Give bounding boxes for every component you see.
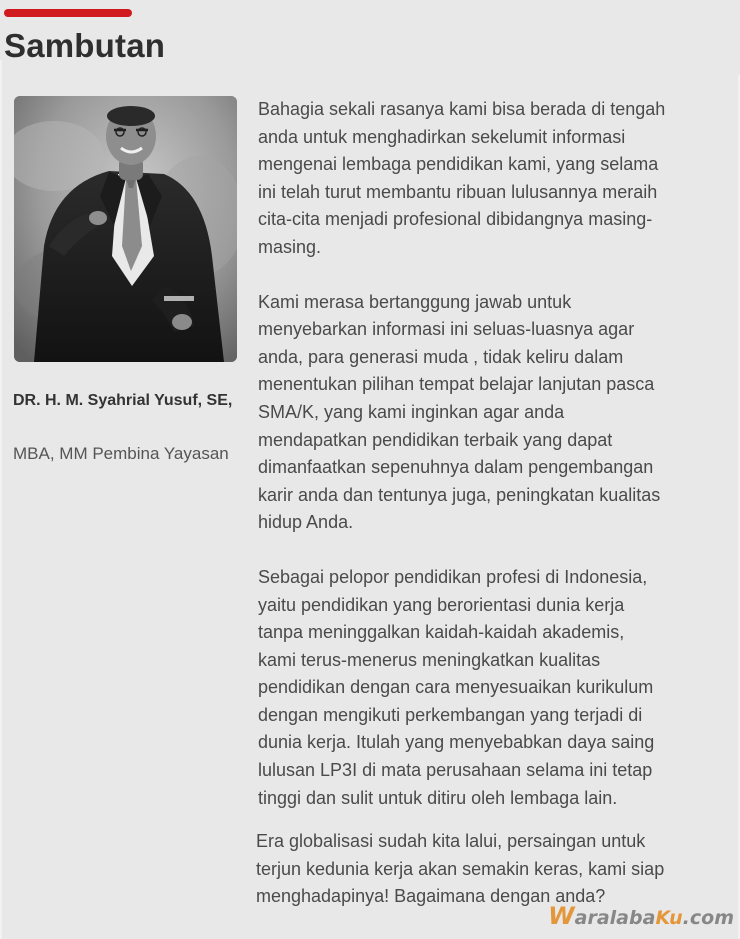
paragraph-line: pendidikan dengan cara menyesuaikan kurikulum	[258, 677, 654, 698]
watermark-initial: W	[548, 902, 575, 930]
message-paragraph-1	[258, 96, 740, 262]
paragraph-line: kami terus-menerus meningkatkan kualitas	[258, 649, 601, 670]
paragraph-line: dunia kerja. Itulah yang menyebabkan daya saing	[258, 732, 655, 753]
paragraph-line: karir anda dan tentunya juga, peningkatan kualitas	[258, 484, 661, 505]
paragraph-line: Bahagia sekali rasanya kami bisa berada di tengah	[258, 99, 666, 119]
page-title: Sambutan	[4, 27, 166, 64]
profile-photo	[14, 96, 237, 362]
paragraph-line: mengenai lembaga pendidikan kami, yang selama	[258, 154, 659, 175]
paragraph-line: yaitu pendidikan yang berorientasi dunia kerja	[258, 594, 625, 615]
paragraph-line: dengan mengikuti perkembangan yang terjadi di	[258, 704, 643, 725]
paragraph-line: hidup Anda.	[258, 512, 354, 533]
paragraph-line: menentukan pilihan tempat belajar lanjutan pasca	[258, 374, 655, 395]
watermark-logo	[548, 902, 734, 930]
paragraph-line: anda untuk menghadirkan sekelumit informasi	[258, 126, 626, 147]
paragraph-line: dimanfaatkan sepenuhnya dalam pengembangan	[258, 457, 654, 478]
message-paragraph-3	[258, 564, 740, 812]
paragraph-line: tinggi dan sulit untuk ditiru oleh lembaga lain.	[258, 787, 618, 808]
paragraph-line: lulusan LP3I di mata perusahaan selama ini tetap	[258, 760, 653, 781]
paragraph-line: Era globalisasi sudah kita lalui, persaingan untuk	[256, 831, 646, 852]
message-paragraph-2	[258, 289, 740, 537]
paragraph-line: menyebarkan informasi ini seluas-luasnya agar	[258, 319, 635, 340]
paragraph-line: terjun kedunia kerja akan semakin keras, kami siap	[256, 858, 665, 879]
message-paragraph-4	[256, 828, 740, 911]
watermark-middle: aralaba	[574, 907, 656, 929]
page-frame-left	[0, 60, 2, 939]
paragraph-line: Sebagai pelopor pendidikan profesi di Indonesia,	[258, 566, 648, 587]
paragraph-line: anda, para generasi muda , tidak keliru dalam	[258, 346, 624, 367]
profile-name: DR. H. M. Syahrial Yusuf, SE,	[13, 392, 233, 409]
paragraph-line: tanpa meninggalkan kaidah-kaidah akademis,	[258, 622, 625, 643]
watermark-suffix: .com	[682, 907, 734, 929]
profile-role: MBA, MM Pembina Yayasan	[13, 444, 229, 463]
paragraph-line: masing.	[258, 236, 322, 257]
paragraph-line: ini telah turut membantu ribuan lulusannya meraih	[258, 181, 658, 202]
paragraph-line: SMA/K, yang kami inginkan agar anda	[258, 401, 565, 422]
paragraph-line: Kami merasa bertanggung jawab untuk	[258, 291, 572, 312]
profile-photo-image	[14, 96, 237, 362]
title-accent-bar	[4, 9, 132, 17]
paragraph-line: mendapatkan pendidikan terbaik yang dapat	[258, 429, 613, 450]
paragraph-line: menghadapinya! Bagaimana dengan anda?	[256, 886, 606, 907]
paragraph-line: cita-cita menjadi profesional dibidangnya masing-	[258, 209, 653, 230]
watermark-highlight: Ku	[655, 907, 683, 929]
welcome-message	[258, 96, 740, 911]
